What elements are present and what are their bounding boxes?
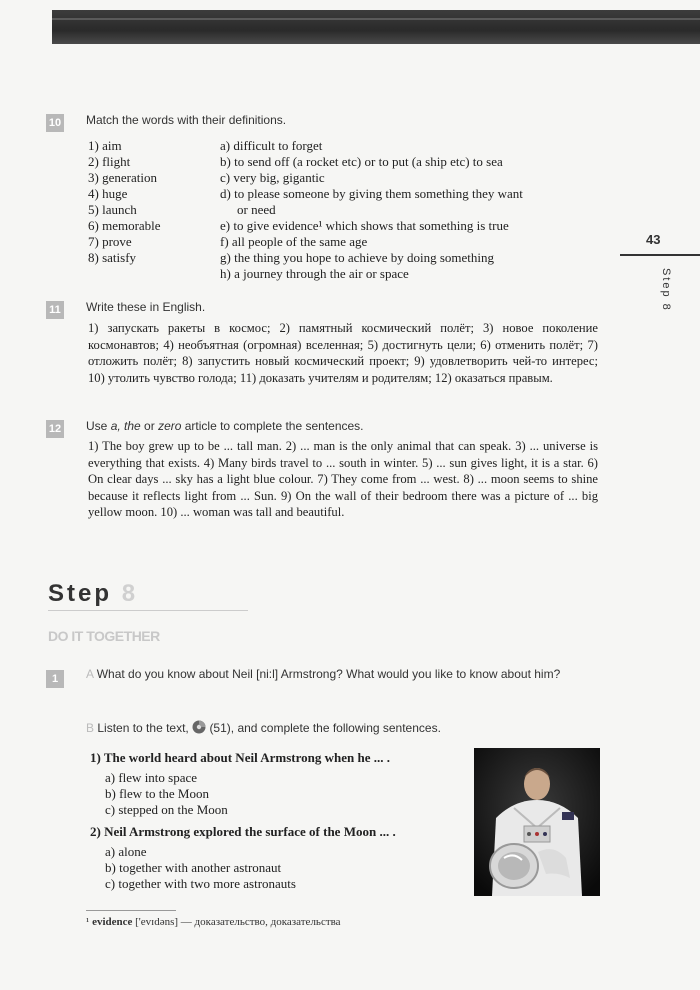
definition-item: b) to send off (a rocket etc) or to put (a ship etc) to sea <box>220 154 503 169</box>
definition-item: d) to please someone by giving them something they want <box>220 186 523 201</box>
exercise-12-text: 1) The boy grew up to be ... tall man. 2) ... man is the only animal that can speak. 3) ... universe is everything that exists. 4) Many birds travel to ... south in winter. 5) ... sun gives light, it is a star. 6) On clear days ... sky has a light blue colour. 7) They come from ... west. 8) ... moon seems to shine because it reflects light from ... Sun. 9) On the wall of their bedroom there was a picture of ... big yellow moon. 10) ... woman was tall and beautiful. <box>88 439 598 519</box>
exercise-10-badge: 10 <box>46 114 64 132</box>
word-item: 1) aim <box>88 138 122 153</box>
option-item: a) alone <box>105 844 147 859</box>
option-item: c) stepped on the Moon <box>105 802 228 817</box>
exercise-11-instruction: Write these in English. <box>86 300 206 314</box>
word-item: 2) flight <box>88 154 131 169</box>
word-item: 5) launch <box>88 202 137 217</box>
word-item: 8) satisfy <box>88 250 137 265</box>
exercise-12-instruction: Use a, the or zero article to complete the sentences. <box>86 419 364 433</box>
step-heading-rule <box>48 610 248 611</box>
exercise-10-instruction: Match the words with their definitions. <box>86 113 287 127</box>
definition-item: e) to give evidence¹ which shows that something is true <box>220 218 509 233</box>
definition-item: g) the thing you hope to achieve by doing something <box>220 250 495 265</box>
definition-item: f) all people of the same age <box>220 234 368 249</box>
definition-item: c) very big, gigantic <box>220 170 325 185</box>
side-step-label: Step 8 <box>660 268 672 312</box>
option-item: a) flew into space <box>105 770 198 785</box>
section-subheading: DO IT TOGETHER <box>48 628 160 644</box>
word-item: 6) memorable <box>88 218 161 233</box>
header-bar <box>52 10 700 44</box>
word-item: 3) generation <box>88 170 157 185</box>
word-item: 4) huge <box>88 186 128 201</box>
astronaut-photo <box>474 748 600 896</box>
footnote-rule <box>86 910 176 911</box>
question-1: 1) The world heard about Neil Armstrong when he ... . <box>90 750 390 765</box>
page-number-rule <box>620 254 700 256</box>
exercise-11-badge: 11 <box>46 301 64 319</box>
step-heading: Step 8 <box>48 580 139 607</box>
audio-disc-icon <box>192 720 206 734</box>
exercise-12-badge: 12 <box>46 420 64 438</box>
exercise-11-text: 1) запускать ракеты в космос; 2) памятный космический полёт; 3) новое поколение космонавтов; 4) необъятная (огромная) вселенная; 5) достигнуть цели; 6) отменить полёт; 7) отложить полёт; 8) запустить новый космический проект; 9) удовлетворить чей-то интерес; 10) утолить чувство голода; 11) доказать учителям и родителям; 12) оказаться правым. <box>88 321 598 385</box>
exercise-1a-instruction: A What do you know about Neil [ni:l] Armstrong? What would you like to know about him? <box>86 667 561 681</box>
definition-item: h) a journey through the air or space <box>220 266 409 281</box>
footnote: ¹ evidence ['evɪdəns] — доказательство, доказательства <box>86 916 341 928</box>
option-item: c) together with two more astronauts <box>105 876 296 891</box>
option-item: b) flew to the Moon <box>105 786 209 801</box>
page-number: 43 <box>646 232 661 247</box>
exercise-1b-instruction: B Listen to the text, (51), and complete the following sentences. <box>86 721 441 735</box>
question-2: 2) Neil Armstrong explored the surface of the Moon ... . <box>90 824 396 839</box>
option-item: b) together with another astronaut <box>105 860 282 875</box>
definition-item: or need <box>237 202 276 217</box>
exercise-10-words <box>88 138 161 266</box>
exercise-10-definitions <box>220 138 523 282</box>
question-2-options <box>105 844 296 892</box>
question-1-options <box>105 770 228 818</box>
exercise-1-badge: 1 <box>46 670 64 688</box>
definition-item: a) difficult to forget <box>220 138 323 153</box>
word-item: 7) prove <box>88 234 132 249</box>
